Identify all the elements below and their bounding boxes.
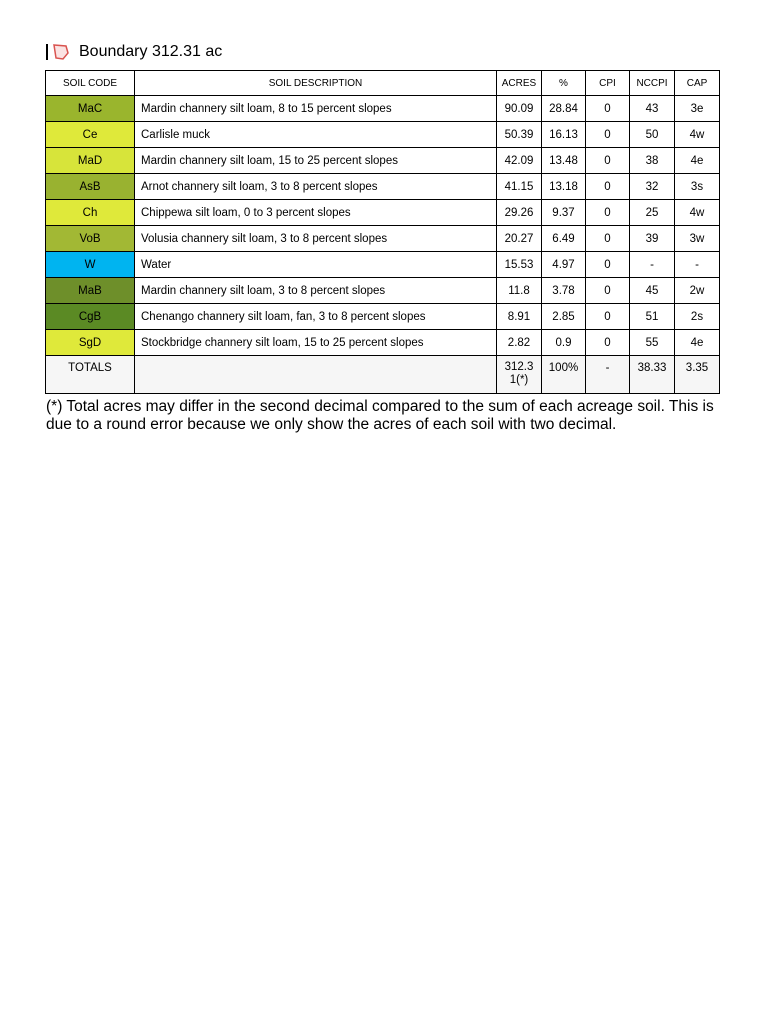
nccpi-cell: - xyxy=(630,252,675,278)
cpi-cell: 0 xyxy=(586,226,630,252)
acres-cell: 20.27 xyxy=(497,226,542,252)
totals-percent: 100% xyxy=(542,356,586,394)
acres-cell: 41.15 xyxy=(497,174,542,200)
totals-nccpi: 38.33 xyxy=(630,356,675,394)
soil-code-cell: MaD xyxy=(46,148,135,174)
soil-description-cell: Volusia channery silt loam, 3 to 8 percent slopes xyxy=(135,226,497,252)
acres-cell: 8.91 xyxy=(497,304,542,330)
col-header-soil-description: SOIL DESCRIPTION xyxy=(135,71,497,96)
rounding-note: (*) Total acres may differ in the second decimal compared to the sum of each acreage soil. This is due to a round error because we only show the acres of each soil with two decimal. xyxy=(46,398,714,433)
totals-cap: 3.35 xyxy=(675,356,720,394)
soil-description-cell: Mardin channery silt loam, 8 to 15 percent slopes xyxy=(135,96,497,122)
col-header-acres: ACRES xyxy=(497,71,542,96)
nccpi-cell: 38 xyxy=(630,148,675,174)
totals-row xyxy=(46,356,720,394)
percent-cell: 4.97 xyxy=(542,252,586,278)
table-row xyxy=(46,226,720,252)
cpi-cell: 0 xyxy=(586,148,630,174)
soil-code-cell: MaB xyxy=(46,278,135,304)
table-header-row xyxy=(46,71,720,96)
cpi-cell: 0 xyxy=(586,174,630,200)
percent-cell: 2.85 xyxy=(542,304,586,330)
soil-code-cell: MaC xyxy=(46,96,135,122)
cap-cell: - xyxy=(675,252,720,278)
table-row xyxy=(46,304,720,330)
cap-cell: 4w xyxy=(675,200,720,226)
table-row xyxy=(46,330,720,356)
soil-description-cell: Carlisle muck xyxy=(135,122,497,148)
boundary-polygon-icon xyxy=(52,43,70,61)
cap-cell: 3w xyxy=(675,226,720,252)
acres-cell: 42.09 xyxy=(497,148,542,174)
soil-description-cell: Arnot channery silt loam, 3 to 8 percent slopes xyxy=(135,174,497,200)
nccpi-cell: 51 xyxy=(630,304,675,330)
cpi-cell: 0 xyxy=(586,252,630,278)
acres-cell: 29.26 xyxy=(497,200,542,226)
soil-description-cell: Mardin channery silt loam, 3 to 8 percent slopes xyxy=(135,278,497,304)
soil-code-cell: SgD xyxy=(46,330,135,356)
cpi-cell: 0 xyxy=(586,278,630,304)
nccpi-cell: 25 xyxy=(630,200,675,226)
cap-cell: 3e xyxy=(675,96,720,122)
soil-code-cell: VoB xyxy=(46,226,135,252)
cpi-cell: 0 xyxy=(586,330,630,356)
acres-cell: 50.39 xyxy=(497,122,542,148)
cap-cell: 2w xyxy=(675,278,720,304)
soil-code-cell: AsB xyxy=(46,174,135,200)
boundary-header xyxy=(46,42,222,62)
percent-cell: 6.49 xyxy=(542,226,586,252)
soil-description-cell: Water xyxy=(135,252,497,278)
soil-description-cell: Chenango channery silt loam, fan, 3 to 8 percent slopes xyxy=(135,304,497,330)
totals-cpi: - xyxy=(586,356,630,394)
soil-code-cell: Ce xyxy=(46,122,135,148)
percent-cell: 13.48 xyxy=(542,148,586,174)
percent-cell: 3.78 xyxy=(542,278,586,304)
percent-cell: 28.84 xyxy=(542,96,586,122)
col-header-cpi: CPI xyxy=(586,71,630,96)
cpi-cell: 0 xyxy=(586,96,630,122)
table-row xyxy=(46,278,720,304)
table-row xyxy=(46,96,720,122)
table-row xyxy=(46,148,720,174)
cap-cell: 2s xyxy=(675,304,720,330)
cpi-cell: 0 xyxy=(586,304,630,330)
percent-cell: 16.13 xyxy=(542,122,586,148)
soil-code-cell: Ch xyxy=(46,200,135,226)
nccpi-cell: 32 xyxy=(630,174,675,200)
acres-cell: 15.53 xyxy=(497,252,542,278)
totals-description xyxy=(135,356,497,394)
totals-acres: 312.3 1(*) xyxy=(497,356,542,394)
soil-description-cell: Chippewa silt loam, 0 to 3 percent slopes xyxy=(135,200,497,226)
percent-cell: 9.37 xyxy=(542,200,586,226)
col-header-percent: % xyxy=(542,71,586,96)
cpi-cell: 0 xyxy=(586,200,630,226)
table-row xyxy=(46,200,720,226)
nccpi-cell: 39 xyxy=(630,226,675,252)
cap-cell: 4w xyxy=(675,122,720,148)
soil-code-cell: W xyxy=(46,252,135,278)
cap-cell: 4e xyxy=(675,148,720,174)
nccpi-cell: 55 xyxy=(630,330,675,356)
nccpi-cell: 45 xyxy=(630,278,675,304)
totals-label: TOTALS xyxy=(46,356,135,394)
cap-cell: 4e xyxy=(675,330,720,356)
table-row xyxy=(46,122,720,148)
acres-cell: 11.8 xyxy=(497,278,542,304)
soil-code-cell: CgB xyxy=(46,304,135,330)
table-row xyxy=(46,174,720,200)
soil-description-cell: Mardin channery silt loam, 15 to 25 percent slopes xyxy=(135,148,497,174)
cap-cell: 3s xyxy=(675,174,720,200)
col-header-cap: CAP xyxy=(675,71,720,96)
col-header-soil-code: SOIL CODE xyxy=(46,71,135,96)
nccpi-cell: 50 xyxy=(630,122,675,148)
header-divider xyxy=(46,44,48,60)
cpi-cell: 0 xyxy=(586,122,630,148)
acres-cell: 2.82 xyxy=(497,330,542,356)
boundary-title: Boundary 312.31 ac xyxy=(79,43,223,60)
percent-cell: 0.9 xyxy=(542,330,586,356)
table-row xyxy=(46,252,720,278)
soil-description-cell: Stockbridge channery silt loam, 15 to 25 percent slopes xyxy=(135,330,497,356)
nccpi-cell: 43 xyxy=(630,96,675,122)
acres-cell: 90.09 xyxy=(497,96,542,122)
col-header-nccpi: NCCPI xyxy=(630,71,675,96)
soil-table xyxy=(45,70,720,394)
percent-cell: 13.18 xyxy=(542,174,586,200)
